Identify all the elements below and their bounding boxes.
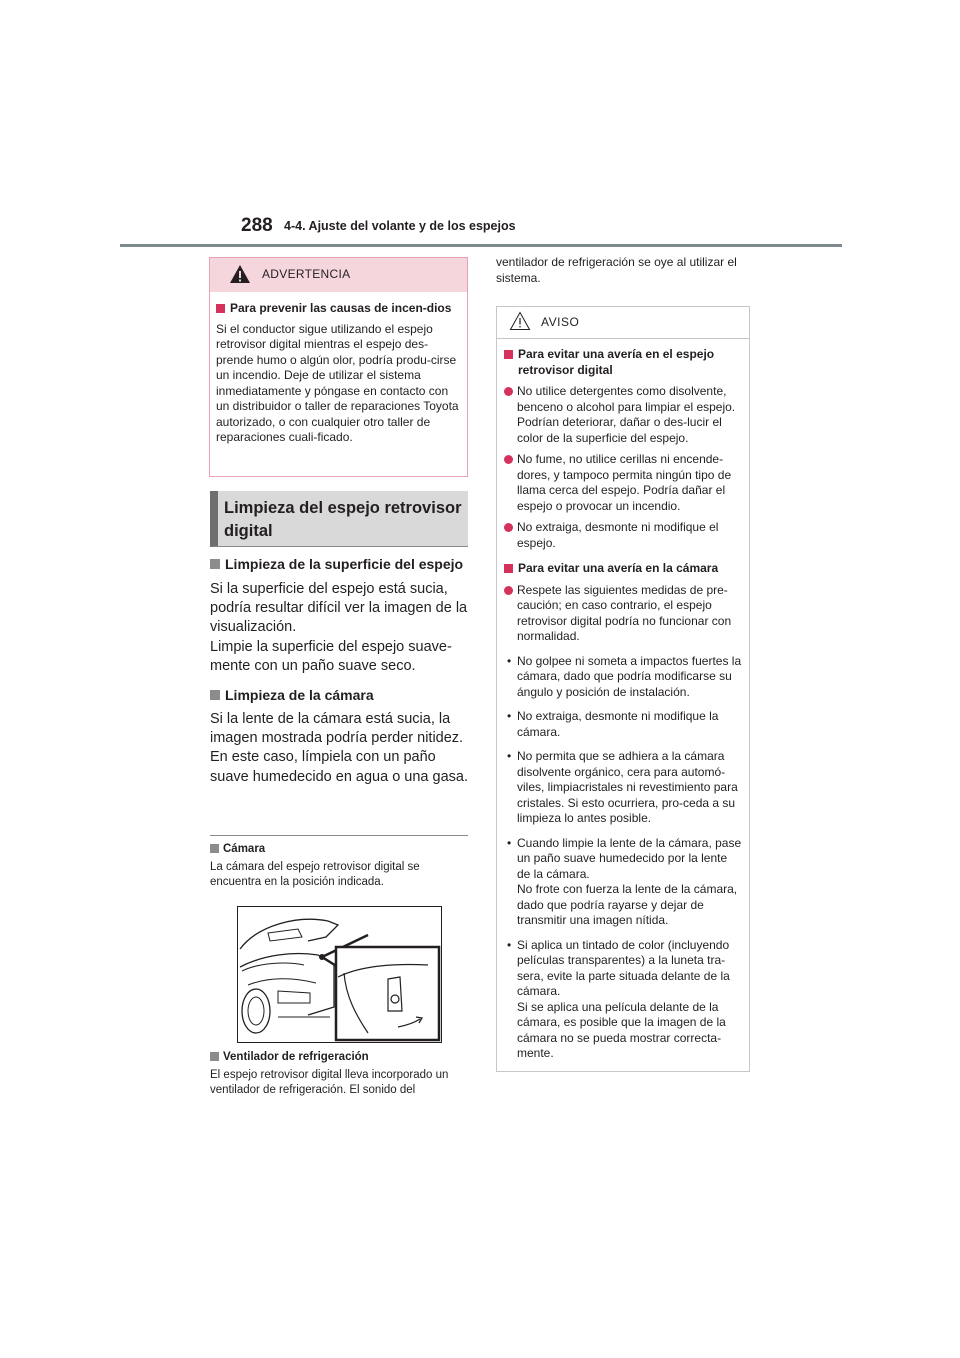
warning-text: Si el conductor sigue utilizando el espejo retrovisor digital mientras el espejo des-prende humo o algún olor, podría produ-cirse un incendio. Deje de utilizar el sistema inmediatamente y póngase en contacto con un distribuidor o taller de reparaciones Toyota autorizado, o con cualquier otro taller de reparaciones cuali-ficado.	[216, 321, 459, 444]
notice-heading-camera: Para evitar una avería en la cámara	[504, 561, 743, 577]
square-bullet-icon	[216, 304, 225, 313]
page-number: 288	[241, 215, 273, 236]
notice-item: No extraiga, desmonte ni modifique el espejo.	[504, 520, 743, 551]
section-title: Limpieza del espejo retrovisor digital	[224, 499, 462, 540]
caution-icon	[509, 311, 531, 331]
camera-note-text: La cámara del espejo retrovisor digital se encuentra en la posición indicada.	[210, 861, 420, 888]
notice-header	[497, 307, 749, 339]
warning-header	[210, 258, 467, 292]
divider	[210, 835, 468, 836]
warning-box	[209, 257, 468, 477]
fan-note-text: El espejo retrovisor digital lleva incorporado un ventilador de refrigeración. El sonido del	[210, 1069, 449, 1096]
square-bullet-icon	[210, 559, 220, 569]
square-bullet-icon	[210, 844, 219, 853]
round-bullet-icon	[504, 387, 513, 396]
notice-item: Respete las siguientes medidas de pre-caución; en caso contrario, el espejo retrovisor digital podría no funcionar con normalidad.	[504, 583, 743, 645]
notice-subitem: • No permita que se adhiera a la cámara disolvente orgánico, cera para automó-viles, limpiacristales ni revestimiento para cristales. Si esto ocurriera, pro-ceda a su limpieza lo antes posible.	[507, 749, 738, 825]
camera-cleaning-text: Si la lente de la cámara está sucia, la imagen mostrada podría perder nitidez. En este caso, límpiela con un paño suave humedecido en agua o una gasa.	[210, 711, 468, 785]
fan-note-text-continued: ventilador de refrigeración se oye al utilizar el sistema.	[496, 255, 737, 285]
chapter-title: 4-4. Ajuste del volante y de los espejos	[284, 219, 516, 233]
square-bullet-icon	[504, 564, 513, 573]
car-rear-camera-icon	[238, 907, 441, 1042]
camera-location-illustration	[237, 906, 442, 1043]
notice-subitem: • No golpee ni someta a impactos fuertes la cámara, dado que podría modificarse su ángulo y posición de instalación.	[507, 653, 742, 699]
notice-label: AVISO	[541, 315, 580, 329]
surface-cleaning-heading: Limpieza de la superficie del espejo	[210, 555, 468, 574]
camera-note-heading: Cámara	[210, 842, 468, 856]
notice-item: No utilice detergentes como disolvente, benceno o alcohol para limpiar el espejo. Podrían deteriorar, dañar o des-lucir el color de la superficie del espejo.	[504, 384, 743, 446]
notice-box	[496, 306, 750, 1072]
notice-item: No fume, no utilice cerillas ni encende-dores, y tampoco permita ningún tipo de llama cerca del espejo. Podría dañar el espejo o provocar un incendio.	[504, 452, 743, 514]
section-heading	[210, 491, 468, 547]
square-bullet-icon	[210, 1052, 219, 1061]
warning-icon	[229, 264, 251, 284]
warning-label: ADVERTENCIA	[262, 267, 351, 281]
surface-cleaning-text: Si la superficie del espejo está sucia, podría resultar difícil ver la imagen de la visualización.	[210, 581, 468, 636]
square-bullet-icon	[504, 350, 513, 359]
notice-heading-mirror: Para evitar una avería en el espejo retrovisor digital	[504, 347, 743, 378]
notice-subitem: • No extraiga, desmonte ni modifique la cámara.	[507, 709, 719, 739]
camera-cleaning-heading: Limpieza de la cámara	[210, 686, 468, 705]
notice-subitem: • Si aplica un tintado de color (incluyendo películas transparentes) a la luneta tra-sera, evite la parte situada delante de la cámara. Si se aplica una película delante de la cámara, es posible que la imagen de la cámara no se pueda mostrar correcta-mente.	[507, 937, 730, 1060]
round-bullet-icon	[504, 523, 513, 532]
warning-heading: Para prevenir las causas de incen-dios	[216, 301, 461, 317]
fan-note-heading: Ventilador de refrigeración	[210, 1050, 472, 1064]
header-rule	[120, 244, 842, 247]
notice-subitem: • Cuando limpie la lente de la cámara, pase un paño suave humedecido por la lente de la cámara. No frote con fuerza la lente de la cámara, dado que podría rayarse y dejar de transmitir una imagen nítida.	[507, 835, 742, 927]
surface-cleaning-text-2: Limpie la superficie del espejo suave-mente con un paño suave seco.	[210, 638, 452, 674]
square-bullet-icon	[210, 690, 220, 700]
round-bullet-icon	[504, 586, 513, 595]
round-bullet-icon	[504, 455, 513, 464]
